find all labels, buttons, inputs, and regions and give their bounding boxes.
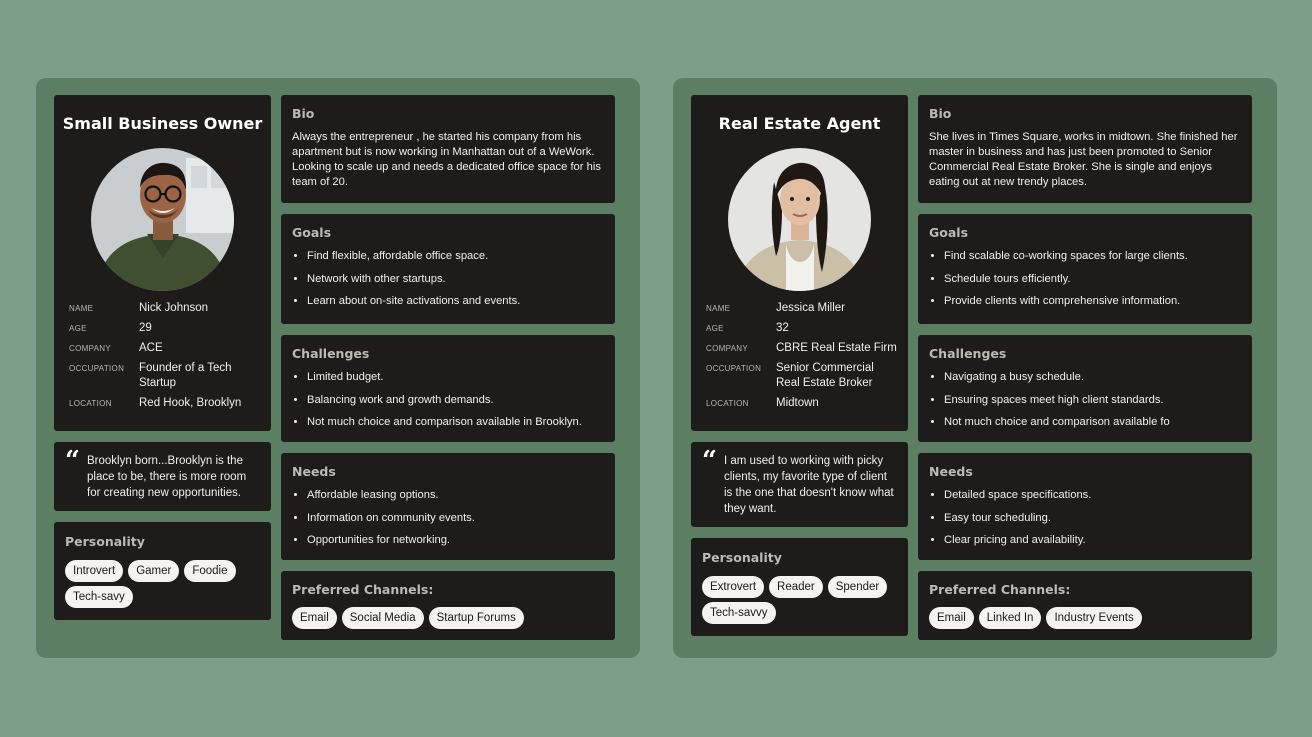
- profile-card: [691, 95, 908, 431]
- personality-title: Personality: [65, 534, 145, 549]
- channel-tag: Startup Forums: [429, 607, 524, 629]
- profile-fields: [706, 301, 898, 416]
- list-item: • Find flexible, affordable office space.: [307, 249, 604, 263]
- challenges-list: [292, 370, 604, 429]
- channels-card: [918, 571, 1252, 640]
- goals-list: [929, 249, 1241, 308]
- field-label: OCCUPATION: [69, 364, 125, 373]
- list-item: • Balancing work and growth demands.: [307, 393, 604, 407]
- personality-tags: [65, 560, 261, 608]
- bio-text: She lives in Times Square, works in midtown. She finished her master in business and has just been promoted to Senior Commercial Real Estate Broker. She is single and enjoys eating out at new trendy places.: [929, 131, 1238, 188]
- persona-left-column: [691, 95, 908, 636]
- quote-icon: “: [65, 446, 80, 476]
- channel-tag: Linked In: [979, 607, 1042, 629]
- woman-portrait-icon: [728, 148, 871, 291]
- personality-tag: Gamer: [128, 560, 179, 582]
- needs-card: [281, 453, 615, 560]
- field-value: 29: [139, 322, 152, 334]
- needs-card: [918, 453, 1252, 560]
- personality-card: [691, 538, 908, 636]
- field-value: Jessica Miller: [776, 302, 846, 314]
- channel-tag: Email: [292, 607, 337, 629]
- field-value: 32: [776, 322, 789, 334]
- bio-title: Bio: [292, 106, 315, 121]
- personality-tag: Tech-savvy: [702, 602, 776, 624]
- profile-card: [54, 95, 271, 431]
- field-location: [69, 396, 261, 411]
- field-label: LOCATION: [706, 399, 749, 408]
- persona-role-title: Small Business Owner: [62, 114, 263, 133]
- field-label: COMPANY: [69, 344, 111, 353]
- quote-icon: “: [702, 446, 717, 476]
- field-value: Red Hook, Brooklyn: [139, 397, 242, 409]
- list-item: • Information on community events.: [307, 511, 604, 525]
- personality-tags: [702, 576, 898, 624]
- challenges-title: Challenges: [929, 346, 1007, 361]
- personality-tag: Introvert: [65, 560, 123, 582]
- goals-title: Goals: [929, 225, 969, 240]
- persona-right-column: [281, 95, 615, 640]
- list-item: • Provide clients with comprehensive information.: [944, 294, 1241, 308]
- bio-card: [918, 95, 1252, 203]
- field-label: NAME: [69, 304, 94, 313]
- challenges-card: [918, 335, 1252, 442]
- challenges-card: [281, 335, 615, 442]
- persona-card-small-business-owner: [36, 78, 640, 658]
- list-item: • Opportunities for networking.: [307, 533, 604, 547]
- field-value: Senior Commercial Real Estate Broker: [776, 362, 874, 389]
- personality-tag: Foodie: [184, 560, 235, 582]
- list-item: • Not much choice and comparison available fo: [944, 415, 1241, 429]
- bio-title: Bio: [929, 106, 952, 121]
- man-portrait-icon: [91, 148, 234, 291]
- channel-tag: Email: [929, 607, 974, 629]
- list-item: • Limited budget.: [307, 370, 604, 384]
- needs-title: Needs: [929, 464, 973, 479]
- field-label: COMPANY: [706, 344, 748, 353]
- persona-left-column: [54, 95, 271, 620]
- list-item: • Find scalable co-working spaces for large clients.: [944, 249, 1241, 263]
- list-item: • Ensuring spaces meet high client standards.: [944, 393, 1241, 407]
- field-value: Founder of a Tech Startup: [139, 362, 232, 389]
- list-item: • Detailed space specifications.: [944, 488, 1241, 502]
- quote-card: [691, 442, 908, 527]
- field-value: Nick Johnson: [139, 302, 209, 314]
- quote-text: I am used to working with picky clients, my favorite type of client is the one that doesn't know what they want.: [724, 455, 894, 515]
- personality-tag: Spender: [828, 576, 887, 598]
- field-location: [706, 396, 898, 411]
- field-value: Midtown: [776, 397, 819, 409]
- personality-card: [54, 522, 271, 620]
- persona-role-title: Real Estate Agent: [718, 114, 881, 133]
- channels-title: Preferred Channels:: [929, 582, 1071, 597]
- field-occupation: [69, 361, 261, 391]
- field-value: CBRE Real Estate Firm: [776, 342, 897, 354]
- list-item: • Schedule tours efficiently.: [944, 272, 1241, 286]
- list-item: • Network with other startups.: [307, 272, 604, 286]
- quote-card: [54, 442, 271, 511]
- channels-title: Preferred Channels:: [292, 582, 434, 597]
- field-value: ACE: [139, 342, 163, 354]
- channel-tags: [292, 607, 604, 629]
- field-name: [69, 301, 261, 316]
- channel-tag: Social Media: [342, 607, 424, 629]
- list-item: • Not much choice and comparison available in Brooklyn.: [307, 415, 604, 429]
- needs-list: [292, 488, 604, 547]
- personality-tag: Extrovert: [702, 576, 764, 598]
- goals-title: Goals: [292, 225, 332, 240]
- persona-card-real-estate-agent: [673, 78, 1277, 658]
- bio-text: Always the entrepreneur , he started his company from his apartment but is now working in Manhattan out of a WeWork. Looking to scale up and needs a dedicated office space for his team of 20.: [292, 131, 601, 188]
- profile-fields: [69, 301, 261, 416]
- field-name: [706, 301, 898, 316]
- personality-title: Personality: [702, 550, 782, 565]
- list-item: • Navigating a busy schedule.: [944, 370, 1241, 384]
- list-item: • Clear pricing and availability.: [944, 533, 1241, 547]
- field-label: LOCATION: [69, 399, 112, 408]
- list-item: • Affordable leasing options.: [307, 488, 604, 502]
- field-label: NAME: [706, 304, 731, 313]
- needs-list: [929, 488, 1241, 547]
- list-item: • Easy tour scheduling.: [944, 511, 1241, 525]
- personality-tag: Tech-savy: [65, 586, 133, 608]
- field-age: [706, 321, 898, 336]
- quote-text: Brooklyn born...Brooklyn is the place to be, there is more room for creating new opportunities.: [87, 455, 247, 499]
- channels-card: [281, 571, 615, 640]
- channel-tags: [929, 607, 1241, 629]
- bio-card: [281, 95, 615, 203]
- channel-tag: Industry Events: [1046, 607, 1141, 629]
- field-company: [706, 341, 898, 356]
- field-occupation: [706, 361, 898, 391]
- needs-title: Needs: [292, 464, 336, 479]
- field-label: AGE: [706, 324, 724, 333]
- list-item: • Learn about on-site activations and events.: [307, 294, 604, 308]
- goals-list: [292, 249, 604, 308]
- field-company: [69, 341, 261, 356]
- field-label: OCCUPATION: [706, 364, 762, 373]
- challenges-list: [929, 370, 1241, 429]
- goals-card: [281, 214, 615, 324]
- challenges-title: Challenges: [292, 346, 370, 361]
- personality-tag: Reader: [769, 576, 823, 598]
- field-label: AGE: [69, 324, 87, 333]
- goals-card: [918, 214, 1252, 324]
- field-age: [69, 321, 261, 336]
- persona-right-column: [918, 95, 1252, 640]
